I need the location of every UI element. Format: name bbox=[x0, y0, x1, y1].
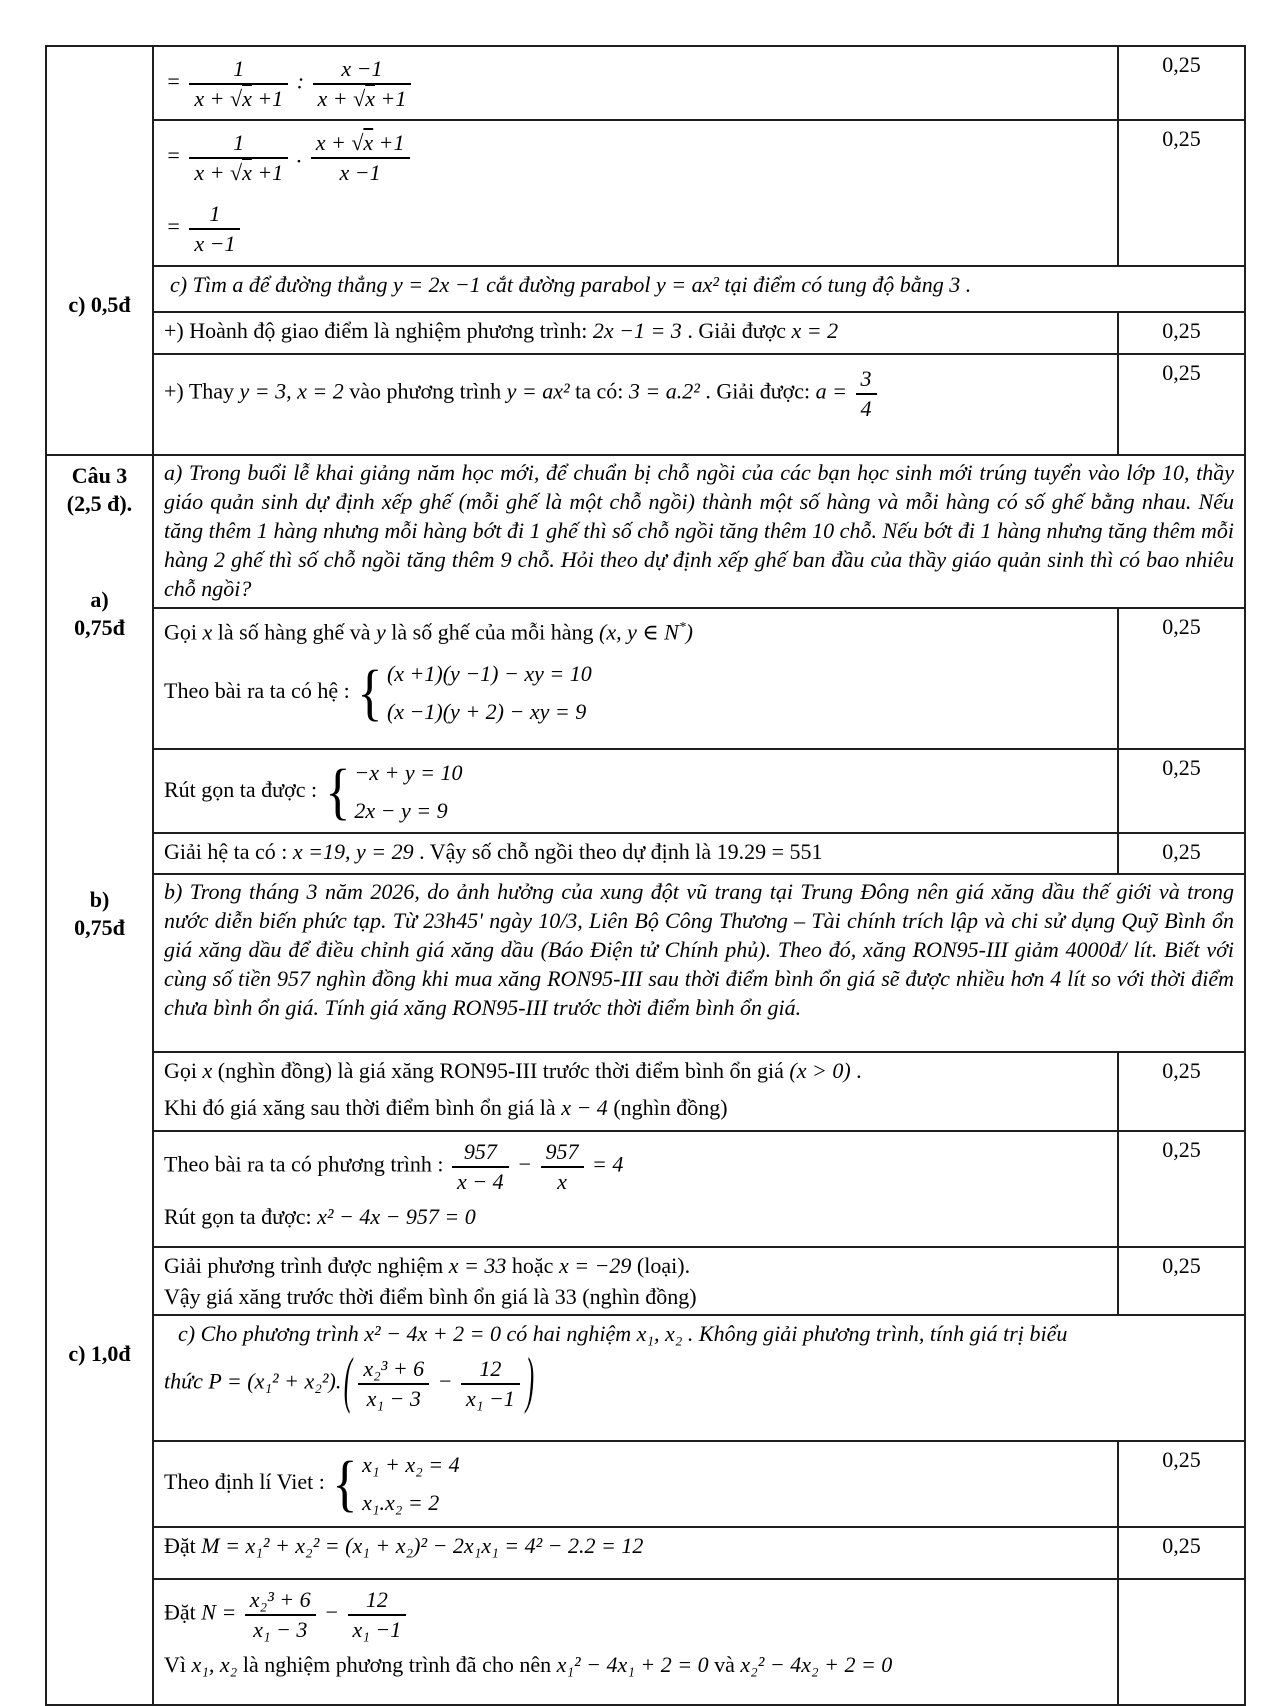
problem-text: b) Trong tháng 3 năm 2026, do ảnh hưởng của xung đột vũ trang tại Trung Đông nên giá xăng dầu thế giới và trong nước diễn biến phức tạp. Từ 23h45' ngày 10/3, Liên Bộ Công Thương – Tài chính trích lập và chi sử dụng Quỹ Bình ổn giá xăng dầu để điều chỉnh giá xăng dầu (Báo Điện tử Chính phủ). Theo đó, xăng RON95-III giảm 4000đ/ lít. Biết với cùng số tiền 957 nghìn đồng khi mua xăng RON95-III sau thời điểm bình ổn giá sẽ được nhiều hơn 4 lít so với thời điểm chưa bình ổn giá. Tính giá xăng RON95-III trước thời điểm bình ổn giá. bbox=[164, 879, 1234, 1020]
math-inline: ) bbox=[685, 619, 693, 645]
table-row bbox=[46, 120, 1245, 266]
points-value: 0,25 bbox=[1162, 1533, 1201, 1558]
text-segment: là nghiệm phương trình đã cho nên bbox=[237, 1652, 557, 1677]
formula bbox=[164, 1138, 1107, 1195]
denominator bbox=[313, 85, 412, 113]
math-inline: 19.29 = 551 bbox=[716, 839, 823, 864]
sub-question-text: c) Cho phương trình x² − 4x + 2 = 0 có hai nghiệm x₁, x₂ . Không giải phương trình, tính giá trị biểu bbox=[178, 1321, 1068, 1346]
question-number bbox=[47, 462, 152, 518]
part-points: 0,75đ bbox=[74, 615, 125, 640]
math-inline: x₁, x₂ bbox=[191, 1652, 238, 1677]
text-segment: Rút gọn ta được: bbox=[164, 1204, 318, 1229]
text-segment: Giải phương trình được nghiệm bbox=[164, 1253, 449, 1278]
math-inline: 3 = a.2² bbox=[628, 378, 700, 404]
sub-question-cell bbox=[153, 1315, 1245, 1441]
answer-content-cell bbox=[153, 1247, 1118, 1315]
points-cell bbox=[1118, 46, 1245, 120]
text-segment: . bbox=[850, 1058, 862, 1083]
text-line bbox=[164, 1055, 1107, 1086]
points-value: 0,25 bbox=[1162, 1447, 1201, 1472]
denominator: x₁ −1 bbox=[352, 1616, 402, 1642]
text-segment: Gọi bbox=[164, 1058, 203, 1083]
math-inline: x = 2 bbox=[791, 318, 839, 343]
points-cell bbox=[1118, 312, 1245, 354]
question-number-line: Câu 3 bbox=[71, 463, 128, 488]
superscript: * bbox=[678, 619, 686, 634]
table-row bbox=[46, 749, 1245, 833]
math-inline: x₂² − 4x₂ + 2 = 0 bbox=[740, 1652, 893, 1677]
table-row bbox=[46, 1052, 1245, 1131]
question-part-label: c) 0,5đ bbox=[68, 292, 131, 317]
math-operator: − bbox=[324, 1599, 340, 1625]
text-segment: (nghìn đồng) bbox=[607, 1095, 728, 1120]
numerator: 1 bbox=[189, 129, 288, 159]
points-cell bbox=[1118, 749, 1245, 833]
denominator: x₁ − 3 bbox=[366, 1385, 421, 1411]
table-row bbox=[46, 312, 1245, 354]
answer-table bbox=[45, 45, 1246, 1706]
answer-content-cell bbox=[153, 1579, 1118, 1705]
radical-icon: √ bbox=[229, 85, 243, 111]
text-segment: là số ghế của mỗi hàng bbox=[385, 619, 599, 645]
answer-content-cell bbox=[153, 1527, 1118, 1579]
text-line bbox=[164, 1201, 1107, 1232]
formula bbox=[166, 55, 1107, 112]
table-row bbox=[46, 46, 1245, 120]
radicand: x bbox=[363, 130, 374, 155]
points-cell bbox=[1118, 1441, 1245, 1527]
math-inline: y = 3, x = 2 bbox=[239, 378, 344, 404]
system-of-equations: Rút gọn ta được : { −x + y = 10 2x − y = 9 bbox=[164, 754, 1107, 830]
text-segment: Theo bài ra ta có hệ : bbox=[164, 678, 356, 704]
table-row bbox=[46, 608, 1245, 749]
numerator: x −1 bbox=[313, 55, 412, 85]
table-row bbox=[46, 1247, 1245, 1315]
text-segment: Vậy giá xăng trước thời điểm bình ổn giá là 33 (nghìn đồng) bbox=[164, 1284, 697, 1309]
math-inline: y bbox=[376, 619, 386, 645]
text-segment: x + bbox=[194, 85, 230, 111]
points-cell bbox=[1118, 1247, 1245, 1315]
numerator: 957 bbox=[452, 1138, 509, 1168]
question-part-label: c) 1,0đ bbox=[68, 1341, 131, 1366]
points-value: 0,25 bbox=[1162, 1137, 1201, 1162]
text-line bbox=[164, 611, 1107, 647]
points-value: 0,25 bbox=[1162, 755, 1201, 780]
points-cell bbox=[1118, 608, 1245, 749]
question-label-cell bbox=[46, 455, 153, 1705]
text-segment: vào phương trình bbox=[343, 378, 507, 404]
math-inline: x₁² − 4x₁ + 2 = 0 bbox=[556, 1652, 709, 1677]
text-segment: Đặt bbox=[164, 1533, 202, 1558]
equations bbox=[362, 1446, 460, 1522]
numerator: 1 bbox=[189, 200, 240, 230]
text-segment: +) Thay bbox=[164, 378, 240, 404]
denominator: 4 bbox=[860, 395, 872, 421]
points-cell bbox=[1118, 833, 1245, 874]
text-segment: x + bbox=[315, 130, 352, 155]
text-segment: ta có: bbox=[569, 378, 629, 404]
answer-content-cell bbox=[153, 833, 1118, 874]
points-cell bbox=[1118, 1527, 1245, 1579]
text-segment: là số hàng ghế và bbox=[212, 619, 376, 645]
text-segment: Rút gọn ta được : bbox=[164, 777, 323, 803]
points-value: 0,25 bbox=[1162, 1058, 1201, 1083]
text-segment: +1 bbox=[251, 85, 284, 111]
math-inline: x = 33 bbox=[448, 1253, 507, 1278]
math-inline: x² − 4x − 957 = 0 bbox=[317, 1204, 476, 1229]
points-value: 0,25 bbox=[1162, 839, 1201, 864]
points-cell bbox=[1118, 1052, 1245, 1131]
formula bbox=[164, 365, 1107, 422]
table-row bbox=[46, 1527, 1245, 1579]
answer-content-cell bbox=[153, 312, 1118, 354]
numerator: 12 bbox=[461, 1355, 520, 1385]
denominator bbox=[189, 159, 288, 187]
text-segment: . Giải được bbox=[681, 318, 792, 343]
numerator: 3 bbox=[856, 365, 877, 395]
table-row bbox=[46, 874, 1245, 1052]
equations bbox=[354, 754, 462, 830]
radical-icon: √ bbox=[353, 85, 366, 111]
formula bbox=[164, 1586, 1107, 1643]
fraction bbox=[310, 55, 415, 112]
radicand: x bbox=[242, 85, 252, 111]
radical-icon: √ bbox=[229, 159, 243, 185]
points-cell bbox=[1118, 120, 1245, 266]
text-line bbox=[164, 1092, 1107, 1123]
math-inline: x =19, y = 29 bbox=[292, 839, 414, 864]
text-segment: Khi đó giá xăng sau thời điểm bình ổn giá là bbox=[164, 1095, 562, 1120]
problem-statement-cell bbox=[153, 874, 1245, 1052]
math-inline: x − 4 bbox=[561, 1095, 608, 1120]
equations bbox=[387, 655, 592, 731]
radicand: x bbox=[365, 85, 375, 111]
fraction bbox=[458, 1355, 523, 1412]
text-segment: Gọi bbox=[164, 619, 203, 645]
fraction bbox=[853, 365, 880, 422]
text-segment: Đặt bbox=[164, 1599, 202, 1625]
text-segment: x + bbox=[317, 85, 354, 111]
text-segment: +1 bbox=[373, 130, 405, 155]
denominator bbox=[189, 85, 288, 113]
table-row bbox=[46, 833, 1245, 874]
text-segment: +1 bbox=[251, 159, 284, 185]
question-part-label bbox=[47, 586, 152, 642]
math-inline: x₁² + x₂² bbox=[254, 1368, 329, 1394]
radicand: x bbox=[242, 159, 252, 185]
table-row bbox=[46, 1131, 1245, 1247]
points-value: 0,25 bbox=[1162, 1253, 1201, 1278]
table-row bbox=[46, 266, 1245, 312]
numerator: x₂³ + 6 bbox=[358, 1355, 429, 1385]
table-row bbox=[46, 1315, 1245, 1441]
math-inline: x bbox=[202, 1058, 213, 1083]
part-letter: b) bbox=[89, 887, 110, 912]
formula bbox=[166, 200, 1107, 257]
numerator: x₂³ + 6 bbox=[245, 1586, 316, 1616]
text-segment: Vì bbox=[164, 1652, 192, 1677]
points-cell bbox=[1118, 1131, 1245, 1247]
question-part-label bbox=[47, 886, 152, 942]
text-segment: (loại). bbox=[631, 1253, 691, 1278]
formula bbox=[164, 1348, 1234, 1416]
math-operator: : bbox=[296, 68, 305, 94]
points-value: 0,25 bbox=[1162, 126, 1201, 151]
math-operator: . bbox=[296, 142, 303, 168]
fraction bbox=[186, 129, 291, 186]
math-inline: (x, y ∈ N bbox=[599, 619, 679, 645]
math-inline: y = ax² bbox=[506, 378, 570, 404]
text-segment: +) Hoành độ giao điểm là nghiệm phương trình: bbox=[164, 318, 593, 343]
radical-icon: √ bbox=[351, 130, 364, 155]
text-segment: Giải hệ ta có : bbox=[164, 839, 293, 864]
equation-line: (x −1)(y + 2) − xy = 9 bbox=[386, 699, 587, 725]
fraction bbox=[449, 1138, 512, 1195]
fraction bbox=[308, 129, 413, 186]
equation-line: x₁.x₂ = 2 bbox=[362, 1490, 440, 1515]
math-operator: − bbox=[437, 1368, 453, 1394]
answer-content-cell bbox=[153, 1441, 1118, 1527]
table-row bbox=[46, 1441, 1245, 1527]
problem-text: a) Trong buổi lễ khai giảng năm học mới, để chuẩn bị chỗ ngồi của các bạn học sinh mới trúng tuyển vào lớp 10, thầy giáo quản sinh dự định xếp ghế (mỗi ghế là một chỗ ngồi) thành một số hàng và mỗi hàng có số ghế bằng nhau. Nếu tăng thêm 1 hàng nhưng mỗi hàng bớt đi 1 ghế thì số chỗ ngồi tăng thêm 10 chỗ. Nếu bớt đi 1 hàng nhưng tăng thêm mỗi hàng 2 ghế thì số chỗ ngồi tăng thêm 9 chỗ. Hỏi theo dự định xếp ghế ban đầu của thầy giáo quản sinh thì có bao nhiêu chỗ ngồi? bbox=[164, 460, 1234, 601]
answer-content-cell bbox=[153, 749, 1118, 833]
answer-content-cell bbox=[153, 46, 1118, 120]
paren: ) bbox=[328, 1368, 336, 1394]
text-line bbox=[164, 1250, 1107, 1281]
answer-content-cell bbox=[153, 608, 1118, 749]
fraction bbox=[186, 55, 291, 112]
text-segment: Theo định lí Viet : bbox=[164, 1469, 331, 1495]
points-value: 0,25 bbox=[1162, 318, 1201, 343]
fraction bbox=[538, 1138, 587, 1195]
sub-question-cell bbox=[153, 266, 1245, 312]
math-inline: x = −29 bbox=[558, 1253, 632, 1278]
denominator: x₁ −1 bbox=[466, 1385, 515, 1411]
system-of-equations: Theo bài ra ta có hệ : { (x +1)(y −1) − xy = 10 (x −1)(y + 2) − xy = 9 bbox=[164, 655, 1107, 731]
equation-line: 2x − y = 9 bbox=[354, 798, 448, 823]
question-points-line: (2,5 đ). bbox=[66, 491, 133, 516]
denominator: x bbox=[557, 1168, 567, 1194]
points-value: 0,25 bbox=[1162, 360, 1201, 385]
numerator: 1 bbox=[189, 55, 288, 85]
table-row bbox=[46, 1579, 1245, 1705]
text-segment: x + bbox=[194, 159, 230, 185]
big-paren-icon: ) bbox=[525, 1348, 534, 1416]
system-of-equations: Theo định lí Viet : { x₁ + x₂ = 4 x₁.x₂ = 2 bbox=[164, 1446, 1107, 1522]
big-paren-icon: ( bbox=[344, 1348, 353, 1416]
text-segment: Theo bài ra ta có phương trình : bbox=[164, 1151, 450, 1177]
math-inline: (x > 0) bbox=[789, 1058, 851, 1083]
text-line bbox=[164, 1649, 1107, 1680]
equation-line: −x + y = 10 bbox=[354, 760, 463, 785]
answer-content-cell bbox=[153, 120, 1118, 266]
formula bbox=[166, 129, 1107, 186]
part-points: 0,75đ bbox=[74, 915, 125, 940]
numerator: 957 bbox=[541, 1138, 584, 1168]
text-segment: (nghìn đồng) là giá xăng RON95-III trước thời điểm bình ổn giá bbox=[212, 1058, 790, 1083]
text-segment: và bbox=[708, 1652, 741, 1677]
points-cell bbox=[1118, 354, 1245, 455]
math-operator: . bbox=[335, 1368, 342, 1394]
answer-content-cell bbox=[153, 354, 1118, 455]
text-segment: . Vậy số chỗ ngồi theo dự định là bbox=[413, 839, 717, 864]
question-label-cell bbox=[46, 46, 153, 455]
text-segment: +1 bbox=[374, 85, 407, 111]
fraction bbox=[345, 1586, 410, 1643]
math-operator: − bbox=[517, 1151, 533, 1177]
math-operator: = bbox=[166, 142, 181, 168]
points-value: 0,25 bbox=[1162, 614, 1201, 639]
paren: ( bbox=[247, 1368, 255, 1394]
text-segment: thức bbox=[164, 1368, 209, 1394]
math-inline: M = x₁² + x₂² = (x₁ + x₂)² − 2x₁x₁ = 4² − 2.2 = 12 bbox=[201, 1533, 644, 1558]
denominator: x − 4 bbox=[457, 1168, 504, 1194]
math-inline: P = bbox=[208, 1368, 242, 1394]
answer-content-cell bbox=[153, 1052, 1118, 1131]
table-row bbox=[46, 455, 1245, 608]
answer-content-cell bbox=[153, 1131, 1118, 1247]
denominator: x −1 bbox=[194, 230, 236, 256]
math-operator: = bbox=[166, 68, 181, 94]
sub-question-text: c) Tìm a để đường thẳng y = 2x −1 cắt đường parabol y = ax² tại điểm có tung độ bằng 3 . bbox=[170, 272, 972, 297]
problem-statement-cell bbox=[153, 455, 1245, 608]
numerator: 12 bbox=[348, 1586, 407, 1616]
fraction bbox=[355, 1355, 432, 1412]
text-segment: . Giải được: bbox=[699, 378, 816, 404]
points-value: 0,25 bbox=[1162, 52, 1201, 77]
equation-line: x₁ + x₂ = 4 bbox=[362, 1452, 460, 1477]
math-inline: N = bbox=[201, 1599, 237, 1625]
equation-line: (x +1)(y −1) − xy = 10 bbox=[386, 661, 592, 687]
math-inline: x bbox=[202, 619, 213, 645]
math-inline: 2x −1 = 3 bbox=[592, 318, 682, 343]
numerator bbox=[311, 129, 410, 159]
math-inline: = 4 bbox=[592, 1151, 624, 1177]
math-inline: a = bbox=[815, 378, 848, 404]
part-letter: a) bbox=[90, 587, 109, 612]
denominator: x₁ − 3 bbox=[253, 1616, 308, 1642]
fraction bbox=[242, 1586, 319, 1643]
denominator: x −1 bbox=[339, 159, 381, 185]
math-operator: = bbox=[166, 213, 181, 239]
table-row bbox=[46, 354, 1245, 455]
fraction bbox=[186, 200, 243, 257]
points-cell bbox=[1118, 1579, 1245, 1705]
text-line bbox=[164, 1281, 1107, 1312]
text-segment: hoặc bbox=[506, 1253, 559, 1278]
